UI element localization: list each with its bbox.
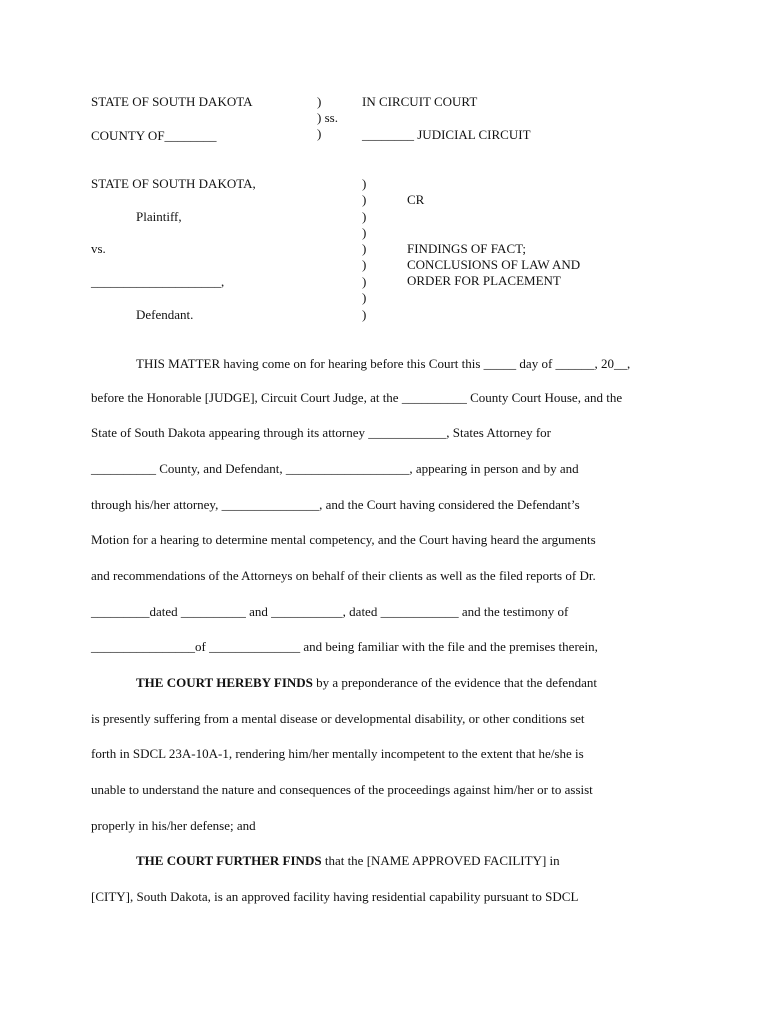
ss-paren-1: ) — [317, 94, 322, 109]
divider-paren: ) — [362, 241, 367, 256]
body-line: Motion for a hearing to determine mental competency, and the Court having heard the arguments — [91, 532, 596, 547]
body-line: ________________of ______________ and being familiar with the file and the premises therein, — [91, 639, 598, 654]
finding-text: by a preponderance of the evidence that the defendant — [312, 675, 597, 690]
divider-paren: ) — [362, 257, 367, 272]
body-line: and recommendations of the Attorneys on behalf of their clients as well as the filed reports of Dr. — [91, 568, 596, 583]
body-line: unable to understand the nature and consequences of the proceedings against him/her or to assist — [91, 782, 593, 797]
body-line: _________dated __________ and ___________, dated ____________ and the testimony of — [91, 604, 569, 619]
plaintiff-name: STATE OF SOUTH DAKOTA, — [91, 176, 256, 191]
divider-paren: ) — [362, 225, 367, 240]
document-title-line-1: FINDINGS OF FACT; — [407, 241, 526, 256]
plaintiff-role: Plaintiff, — [136, 209, 182, 224]
case-number: CR — [407, 192, 425, 207]
body-line: forth in SDCL 23A-10A-1, rendering him/her mentally incompetent to the extent that he/she is — [91, 746, 584, 761]
body-line: __________ County, and Defendant, ___________________, appearing in person and by and — [91, 461, 579, 476]
body-line — [136, 853, 560, 869]
body-line: State of South Dakota appearing through its attorney ____________, States Attorney for — [91, 425, 551, 440]
defendant-name-blank: ____________________, — [91, 274, 225, 289]
body-line: THIS MATTER having come on for hearing before this Court this _____ day of ______, 20__, — [136, 356, 631, 371]
divider-paren: ) — [362, 307, 367, 322]
body-line: properly in his/her defense; and — [91, 818, 256, 833]
body-line: is presently suffering from a mental disease or developmental disability, or other conditions set — [91, 711, 585, 726]
divider-paren: ) — [362, 274, 367, 289]
divider-paren: ) — [362, 209, 367, 224]
finding-heading: THE COURT FURTHER FINDS — [136, 853, 322, 868]
caption-county: COUNTY OF________ — [91, 128, 217, 143]
divider-paren: ) — [362, 176, 367, 191]
body-line: through his/her attorney, _______________, and the Court having considered the Defendant’s — [91, 497, 580, 512]
ss-paren-3: ) — [317, 126, 322, 141]
caption-state: STATE OF SOUTH DAKOTA — [91, 94, 253, 109]
finding-text: that the [NAME APPROVED FACILITY] in — [321, 853, 560, 868]
ss-paren-2: ) ss. — [317, 110, 338, 125]
body-line — [136, 675, 597, 691]
document-title-line-3: ORDER FOR PLACEMENT — [407, 273, 561, 288]
defendant-role: Defendant. — [136, 307, 194, 322]
divider-paren: ) — [362, 192, 367, 207]
court-name: IN CIRCUIT COURT — [362, 94, 478, 109]
body-line: [CITY], South Dakota, is an approved facility having residential capability pursuant to SDCL — [91, 889, 579, 904]
finding-heading: THE COURT HEREBY FINDS — [136, 675, 313, 690]
divider-paren: ) — [362, 290, 367, 305]
versus-label: vs. — [91, 241, 106, 256]
judicial-circuit: ________ JUDICIAL CIRCUIT — [362, 127, 531, 142]
document-title-line-2: CONCLUSIONS OF LAW AND — [407, 257, 581, 272]
body-line: before the Honorable [JUDGE], Circuit Court Judge, at the __________ County Court House, and the — [91, 390, 623, 405]
